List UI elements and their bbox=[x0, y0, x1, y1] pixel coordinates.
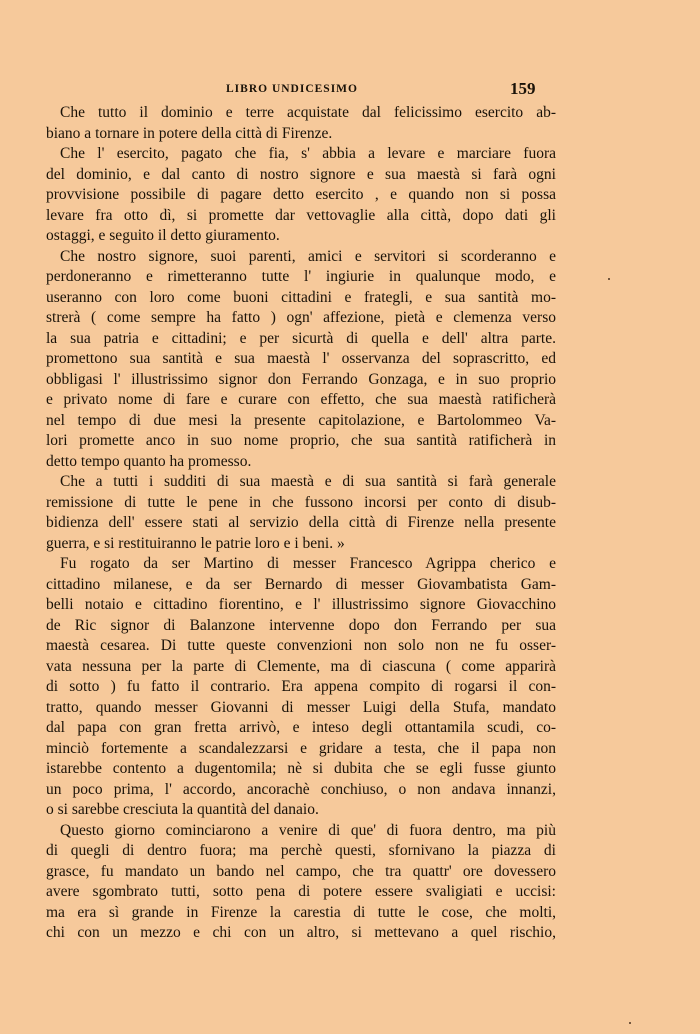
text-line: Fu rogato da ser Martino di messer Francesco Agrippa cherico e bbox=[60, 555, 556, 572]
text-line: useranno con loro come buoni cittadini e frategli, e sua santità mo- bbox=[46, 288, 556, 306]
text-line: Che tutto il dominio e terre acquistate dal felicissimo esercito ab- bbox=[60, 104, 556, 121]
text-line: grasce, fu mandato un bando nel campo, che tra quattr' ore dovessero bbox=[46, 862, 556, 880]
text-line: belli notaio e cittadino fiorentino, e l' illustrissimo signore Giovacchino bbox=[46, 596, 556, 613]
text-line: maestà cesarea. Di tutte queste convenzioni non solo non ne fu osser- bbox=[46, 637, 556, 654]
text-line: guerra, e si restituiranno le patrie loro e i beni. » bbox=[46, 534, 345, 552]
text-line: nel tempo di due mesi la presente capitolazione, e Bartolommeo Va- bbox=[46, 411, 556, 429]
text-line: promettono sua santità e sua maestà l' osservanza del soprascritto, ed bbox=[46, 350, 556, 367]
text-line: di sotto ) fu fatto il contrario. Era appena compito di rogarsi il con- bbox=[46, 678, 556, 695]
text-line: Questo giorno cominciarono a venire di que' di fuora dentro, ma più bbox=[60, 821, 556, 839]
text-line: de Ric signor di Balanzone intervenne dopo don Ferrando per sua bbox=[46, 616, 556, 634]
text-line: di quegli di dentro fuora; ma perchè questi, sfornivano la piazza di bbox=[46, 842, 556, 859]
text-line: remissione di tutte le pene in che fussono incorsi per conto di disub- bbox=[46, 493, 556, 511]
text-line: istarebbe contento a dugentomila; nè si dubita che se egli fusse giunto bbox=[46, 760, 556, 777]
text-line: minciò fortemente a scandalezzarsi e gridare a testa, che il papa non bbox=[46, 739, 556, 757]
text-line: strerà ( come sempre ha fatto ) ogn' affezione, pietà e clemenza verso bbox=[46, 309, 556, 326]
margin-speck bbox=[629, 1022, 631, 1024]
running-head bbox=[0, 79, 700, 101]
text-line: perdoneranno e rimetteranno tutte l' ingiurie in qualunque modo, e bbox=[46, 268, 556, 285]
text-line: avere sgombrato tutti, sotto pena di potere essere svaligiati e uccisi: bbox=[46, 883, 556, 900]
text-line: vata nessuna per la parte di Clemente, ma di ciascuna ( come apparirà bbox=[46, 657, 556, 675]
text-line: provvisione possibile di pagare detto esercito , e quando non si possa bbox=[46, 186, 556, 203]
text-line: Che nostro signore, suoi parenti, amici e servitori si scorderanno e bbox=[60, 247, 556, 265]
text-line: obbligasi l' illustrissimo signor don Ferrando Gonzaga, e in suo proprio bbox=[46, 370, 556, 388]
text-line: Che l' esercito, pagato che fia, s' abbia a levare e marciare fuora bbox=[60, 145, 556, 162]
text-line: lori promette anco in suo nome proprio, che sua santità ratificherà in bbox=[46, 432, 556, 449]
text-line: Che a tutti i sudditi di sua maestà e di sua santità si farà generale bbox=[60, 473, 556, 490]
text-line: biano a tornare in potere della città di Firenze. bbox=[46, 124, 333, 142]
text-line: tratto, quando messer Giovanni di messer Luigi della Stufa, mandato bbox=[46, 698, 556, 716]
text-line: bidienza dell' essere stati al servizio della città di Firenze nella presente bbox=[46, 514, 556, 531]
text-line: e privato nome di fare e curare con effetto, che sua maestà ratificherà bbox=[46, 391, 556, 408]
text-line: cittadino milanese, e da ser Bernardo di messer Giovambatista Gam- bbox=[46, 575, 556, 593]
text-line: chi con un mezzo e chi con un altro, si mettevano a quel rischio, bbox=[46, 924, 556, 941]
text-line: ostaggi, e seguito il detto giuramento. bbox=[46, 227, 280, 244]
text-line: levare fra otto dì, si promette dar vettovaglie alla città, dopo dati gli bbox=[46, 206, 556, 224]
text-line: del dominio, e dal canto di nostro signore e sua maestà si farà ogni bbox=[46, 165, 556, 183]
text-line: dal papa con gran fretta arrivò, e inteso degli ottantamila scudi, co- bbox=[46, 719, 556, 736]
body-text bbox=[46, 103, 556, 944]
text-line: detto tempo quanto ha promesso. bbox=[46, 452, 252, 470]
text-line: un poco prima, l' accordo, ancorachè conchiuso, o non andava innanzi, bbox=[46, 780, 556, 798]
margin-speck bbox=[608, 278, 610, 280]
text-line: la sua patria e cittadini; e per sicurtà di quella e dell' altra parte. bbox=[46, 329, 556, 347]
text-line: ma era sì grande in Firenze la carestia di tutte le cose, che molti, bbox=[46, 903, 556, 921]
running-title: LIBRO UNDICESIMO bbox=[226, 83, 358, 95]
page-number: 159 bbox=[510, 79, 536, 98]
text-line: o si sarebbe cresciuta la quantità del danaio. bbox=[46, 801, 319, 818]
